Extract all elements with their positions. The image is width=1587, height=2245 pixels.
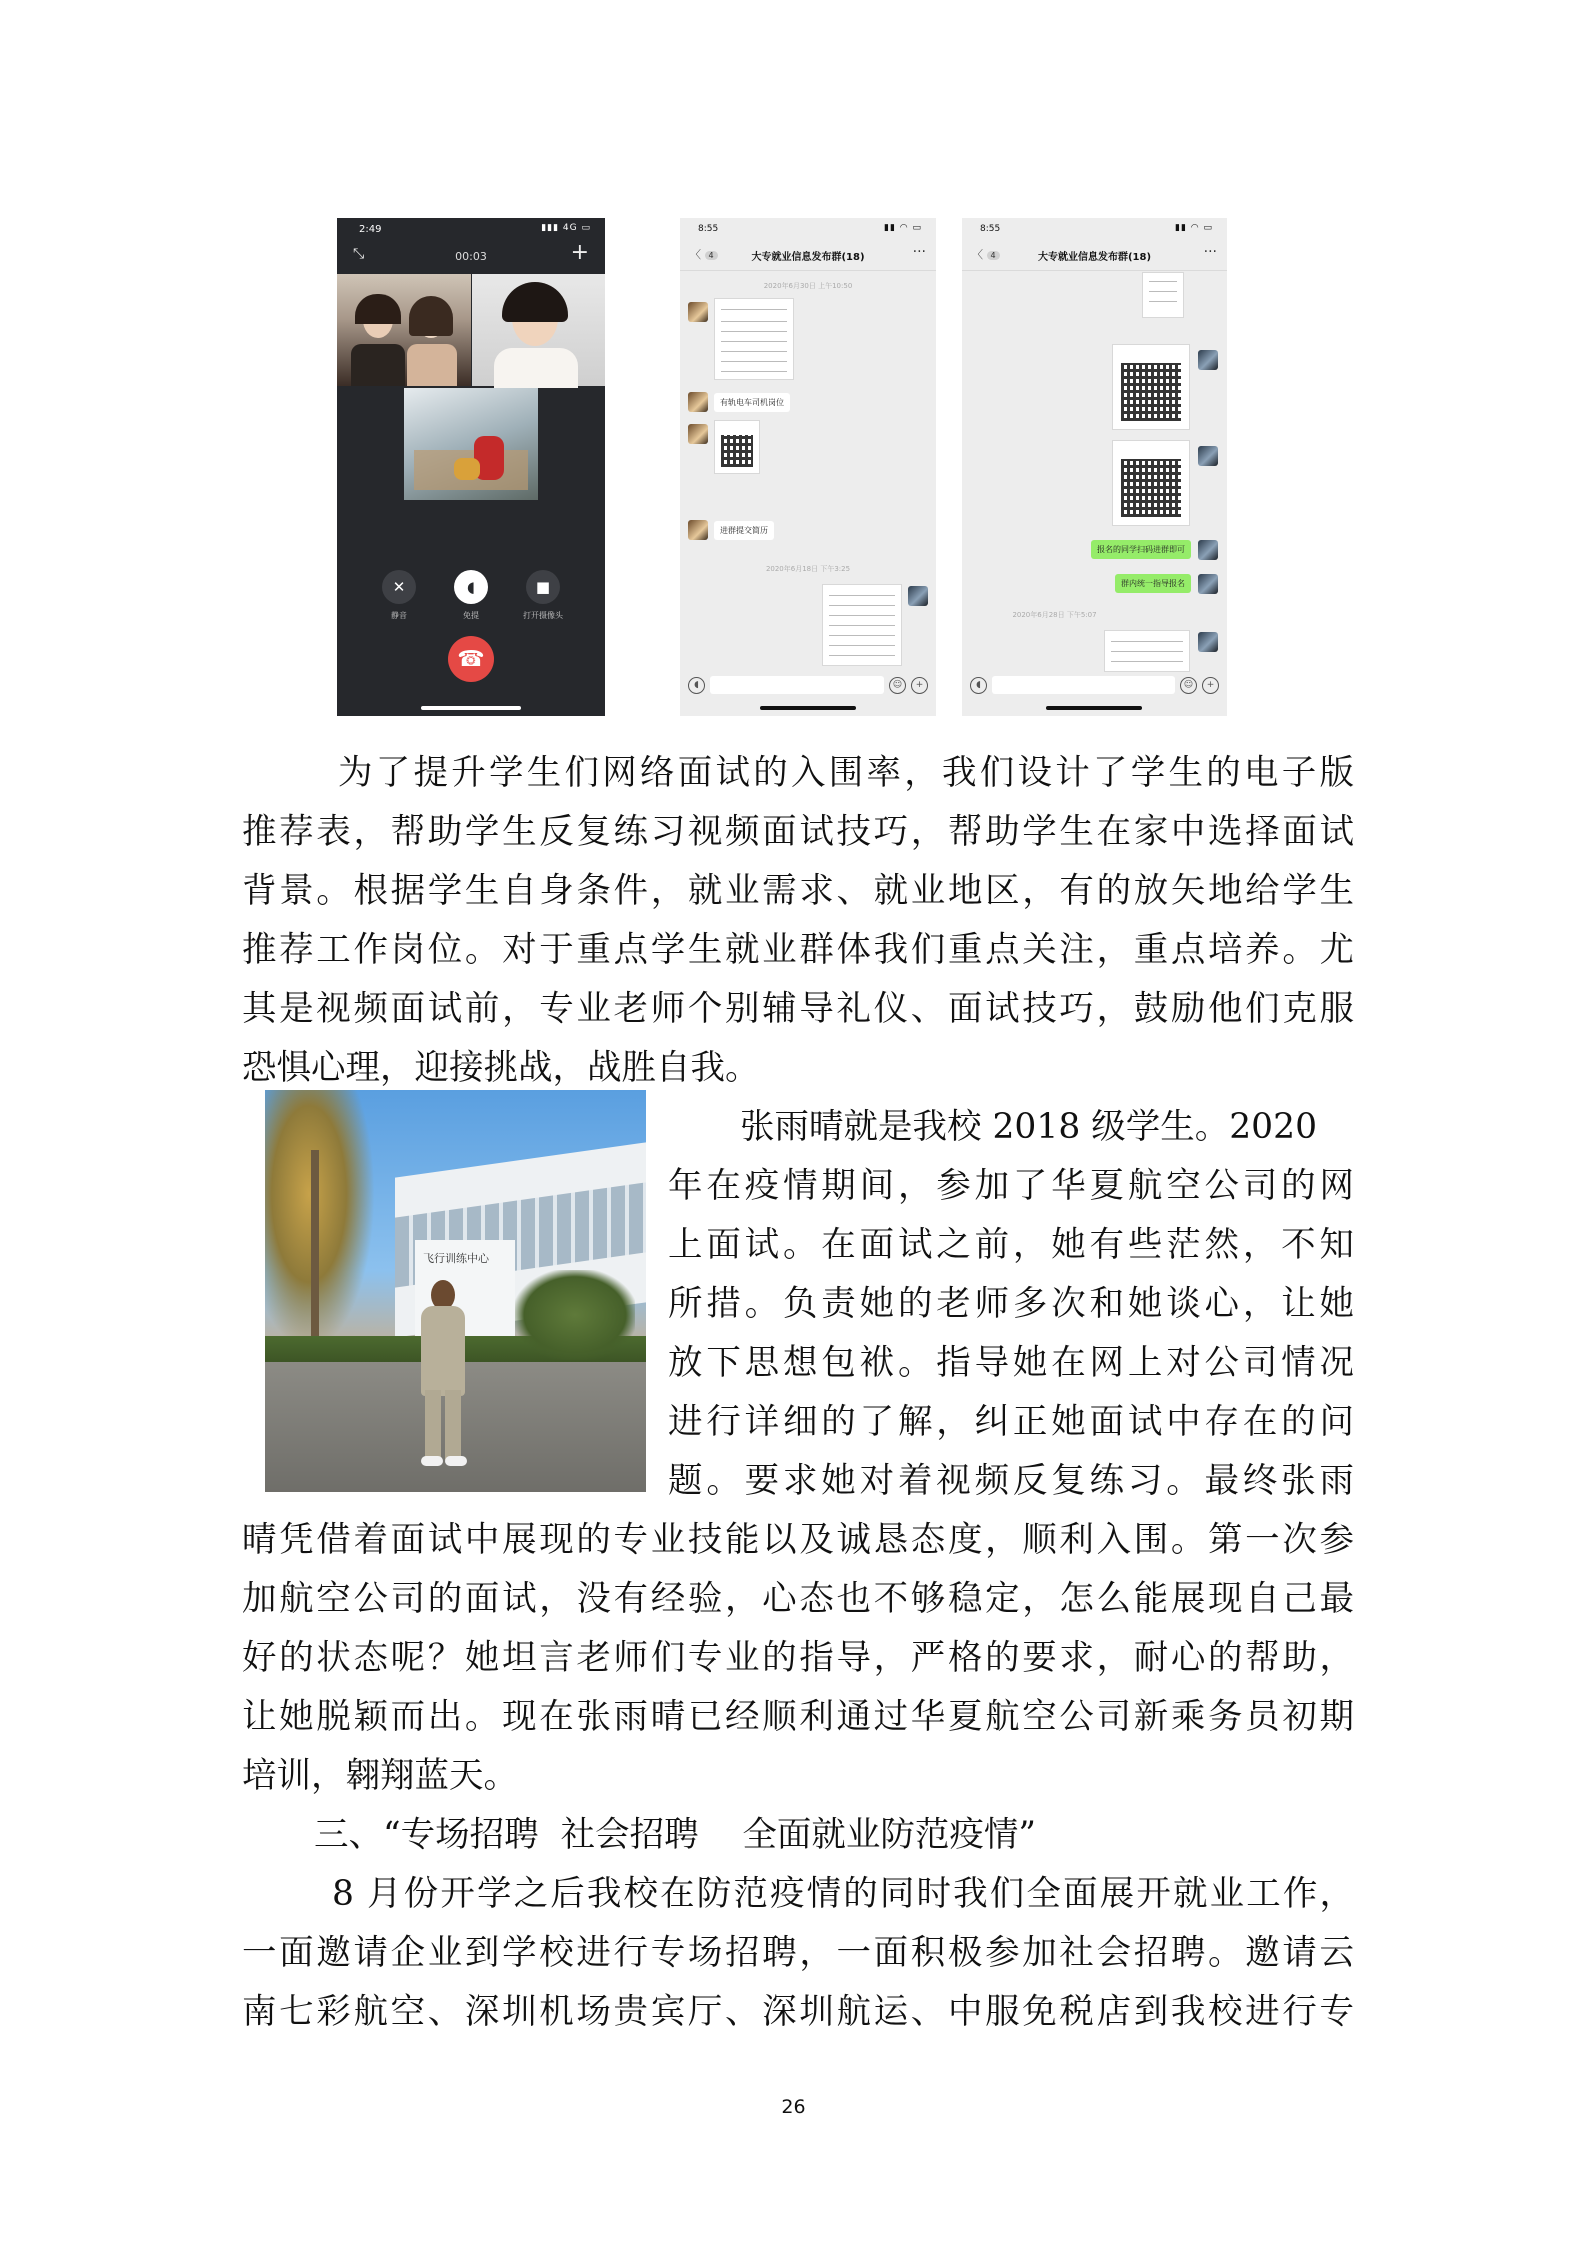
unread-count: 4 [705, 251, 718, 260]
message-bubble[interactable]: 进群提交简历 [714, 521, 774, 540]
chat-title: 大专就业信息发布群(18) [1037, 252, 1152, 263]
paragraph-line: 年在疫情期间，参加了华夏航空公司的网 [668, 1166, 1354, 1206]
paragraph-2-wrapped [668, 1098, 1354, 1511]
message-bubble[interactable]: 有轨电车司机岗位 [714, 393, 790, 412]
group-chat-screenshot-2 [962, 218, 1227, 716]
message-timestamp: 2020年6月30日 上午10:50 [763, 282, 853, 290]
message-bubble[interactable]: 群内统一指导报名 [1115, 574, 1191, 593]
document-attachment[interactable] [714, 298, 794, 380]
paragraph-line: 让她脱颖而出。现在张雨晴已经顺利通过华夏航空公司新乘务员初期 [242, 1697, 1354, 1737]
paragraph-3 [242, 1865, 1354, 2042]
qr-code-card[interactable] [1112, 344, 1190, 430]
avatar [1198, 540, 1218, 560]
chat-title: 大专就业信息发布群(18) [751, 252, 865, 263]
paragraph-line: 恐惧心理，迎接挑战，战胜自我。 [242, 1048, 760, 1088]
chat-header [962, 240, 1227, 271]
avatar [1198, 350, 1218, 370]
video-tile-self [404, 388, 538, 500]
chat-header [680, 240, 936, 271]
paragraph-line: 南七彩航空、深圳机场贵宾厅、深圳航运、中服免税店到我校进行专 [242, 1992, 1354, 2032]
paragraph-line: 一面邀请企业到学校进行专场招聘，一面积极参加社会招聘。邀请云 [242, 1933, 1354, 1973]
building-sign: 飞行训练中心 [423, 1252, 489, 1265]
camera-label: 打开摄像头 [523, 611, 563, 620]
document-attachment[interactable] [1104, 630, 1190, 672]
voice-icon[interactable]: ◖ [970, 677, 987, 694]
avatar [688, 392, 708, 412]
paragraph-line: 放下思想包袱。指导她在网上对公司情况 [668, 1343, 1354, 1383]
paragraph-line: 背景。根据学生自身条件，就业需求、就业地区，有的放矢地给学生 [242, 871, 1354, 911]
paragraph-line: 推荐表，帮助学生反复练习视频面试技巧，帮助学生在家中选择面试 [242, 812, 1354, 852]
camera-button[interactable]: ■ [526, 570, 560, 604]
signal-icon: ▮▮ ◠ ▭ [1175, 223, 1213, 233]
message-timestamp: 2020年6月28日 下午5:07 [1012, 611, 1097, 619]
add-participant-icon[interactable]: + [570, 240, 589, 265]
section-heading: 三、“专场招聘 社会招聘 全面就业防范疫情” [314, 1815, 1037, 1855]
group-chat-screenshot-1 [680, 218, 936, 716]
more-icon[interactable]: ··· [1203, 244, 1217, 260]
status-time: 2:49 [359, 224, 382, 235]
paragraph-line: 为了提升学生们网络面试的入围率，我们设计了学生的电子版 [338, 753, 1354, 793]
video-call-screenshot [337, 218, 605, 716]
avatar [1198, 632, 1218, 652]
paragraph-line: 张雨晴就是我校 2018 级学生。2020 [740, 1107, 1318, 1147]
paragraph-line: 其是视频面试前，专业老师个别辅导礼仪、面试技巧，鼓励他们克服 [242, 989, 1354, 1029]
paragraph-1 [242, 744, 1354, 1098]
avatar [1198, 446, 1218, 466]
unread-count: 4 [987, 251, 1000, 260]
paragraph-line: 所措。负责她的老师多次和她谈心，让她 [668, 1284, 1354, 1324]
paragraph-line: 好的状态呢？她坦言老师们专业的指导，严格的要求，耐心的帮助， [242, 1638, 1354, 1678]
paragraph-line: 加航空公司的面试，没有经验，心态也不够稳定，怎么能展现自己最 [242, 1579, 1354, 1619]
message-input[interactable] [992, 676, 1175, 694]
hang-up-button[interactable]: ☎ [448, 636, 494, 682]
plus-icon[interactable]: + [1202, 677, 1219, 694]
emoji-icon[interactable]: ☺ [1180, 677, 1197, 694]
status-time: 8:55 [980, 224, 1001, 234]
signal-icon: ▮▮ ◠ ▭ [884, 223, 922, 233]
paragraph-line: 进行详细的了解，纠正她面试中存在的问 [668, 1402, 1354, 1442]
plus-icon[interactable]: + [911, 677, 928, 694]
paragraph-line: 题。要求她对着视频反复练习。最终张雨 [668, 1461, 1354, 1501]
call-timer: 00:03 [455, 250, 487, 263]
avatar [688, 424, 708, 444]
document-attachment[interactable] [822, 584, 902, 666]
signal-icon: ▮▮▮ 4G ▭ [541, 223, 591, 233]
message-bubble[interactable]: 报名的同学扫码进群即可 [1091, 540, 1191, 559]
paragraph-line: 8 月份开学之后我校在防范疫情的同时我们全面展开就业工作， [332, 1874, 1354, 1914]
paragraph-2-continued [242, 1511, 1354, 1806]
chat-input-bar [688, 674, 928, 696]
paragraph-line: 晴凭借着面试中展现的专业技能以及诚恳态度，顺利入围。第一次参 [242, 1520, 1354, 1560]
speaker-label: 免提 [463, 611, 479, 620]
avatar [688, 520, 708, 540]
mute-button[interactable]: ✕ [382, 570, 416, 604]
back-button[interactable]: 〈 4 [972, 246, 1000, 262]
status-time: 8:55 [698, 224, 719, 234]
video-tile-participant-2 [472, 274, 605, 386]
avatar [908, 586, 928, 606]
home-indicator [421, 706, 521, 710]
more-icon[interactable]: ··· [912, 244, 926, 260]
home-indicator [760, 706, 856, 710]
qr-code-card[interactable] [1112, 440, 1190, 526]
chat-input-bar [970, 674, 1219, 696]
voice-icon[interactable]: ◖ [688, 677, 705, 694]
message-timestamp: 2020年6月18日 下午3:25 [765, 565, 851, 573]
document-attachment[interactable] [1142, 272, 1184, 318]
mute-label: 静音 [391, 611, 407, 620]
home-indicator [1046, 706, 1142, 710]
back-button[interactable]: 〈 4 [690, 246, 718, 262]
page-number: 26 [781, 2096, 806, 2118]
student-photo [265, 1090, 646, 1492]
emoji-icon[interactable]: ☺ [889, 677, 906, 694]
paragraph-line: 上面试。在面试之前，她有些茫然，不知 [668, 1225, 1354, 1265]
video-tile-participant-1 [337, 274, 471, 386]
avatar [1198, 574, 1218, 594]
minimize-icon[interactable]: ⤡ [353, 246, 365, 262]
avatar [688, 302, 708, 322]
message-input[interactable] [710, 676, 884, 694]
speaker-button[interactable]: ◖ [454, 570, 488, 604]
paragraph-line: 培训，翱翔蓝天。 [242, 1756, 518, 1796]
paragraph-line: 推荐工作岗位。对于重点学生就业群体我们重点关注，重点培养。尤 [242, 930, 1354, 970]
qr-code-card[interactable] [714, 420, 760, 474]
